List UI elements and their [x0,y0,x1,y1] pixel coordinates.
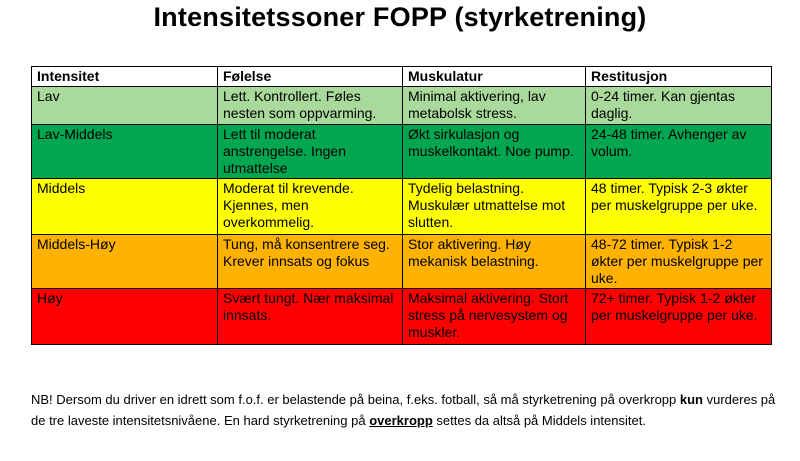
note-emphasis-overkropp: overkropp [369,413,433,428]
cell-muskulatur: Minimal aktivering, lav metabolsk stress. [403,87,586,125]
note-text-2: vurderes på de tre laveste intensitetsnivåene. En hard styrketrening på [31,392,776,428]
cell-muskulatur: Tydelig belastning. Muskulær utmattelse mot slutten. [403,179,586,235]
cell-intensitet: Lav-Middels [32,125,218,179]
cell-folelse: Lett til moderat anstrengelse. Ingen utmattelse [218,125,403,179]
cell-folelse: Lett. Kontrollert. Føles nesten som oppvarming. [218,87,403,125]
table-row [32,87,772,125]
cell-intensitet: Lav [32,87,218,125]
cell-intensitet: Middels-Høy [32,235,218,289]
header-restitusjon: Restitusjon [586,67,772,87]
cell-restitusjon: 48-72 timer. Typisk 1-2 økter per muskelgruppe per uke. [586,235,772,289]
cell-muskulatur: Økt sirkulasjon og muskelkontakt. Noe pump. [403,125,586,179]
table-row [32,235,772,289]
cell-folelse: Svært tungt. Nær maksimal innsats. [218,289,403,345]
cell-folelse: Tung, må konsentrere seg. Krever innsats og fokus [218,235,403,289]
cell-restitusjon: 72+ timer. Typisk 1-2 økter per muskelgruppe per uke. [586,289,772,345]
cell-intensitet: Høy [32,289,218,345]
cell-muskulatur: Stor aktivering. Høy mekanisk belastning. [403,235,586,289]
cell-muskulatur: Maksimal aktivering. Stort stress på nervesystem og muskler. [403,289,586,345]
table-row [32,125,772,179]
cell-restitusjon: 0-24 timer. Kan gjentas daglig. [586,87,772,125]
header-muskulatur: Muskulatur [403,67,586,87]
note-emphasis-kun: kun [679,392,703,407]
header-intensitet: Intensitet [32,67,218,87]
footnote [31,389,791,431]
cell-restitusjon: 24-48 timer. Avhenger av volum. [586,125,772,179]
cell-restitusjon: 48 timer. Typisk 2-3 økter per muskelgruppe per uke. [586,179,772,235]
header-folelse: Følelse [218,67,403,87]
table-row [32,289,772,345]
note-text-3: settes da altså på Middels intensitet. [432,413,646,428]
note-text-1: NB! Dersom du driver en idrett som f.o.f. er belastende på beina, f.eks. fotball, så må styrketrening på overkropp [31,392,680,407]
table-header-row [32,67,772,87]
page-title: Intensitetssoner FOPP (styrketrening) [153,2,647,32]
cell-intensitet: Middels [32,179,218,235]
table-row [32,179,772,235]
intensity-zones-table [31,66,772,345]
cell-folelse: Moderat til krevende. Kjennes, men overkommelig. [218,179,403,235]
